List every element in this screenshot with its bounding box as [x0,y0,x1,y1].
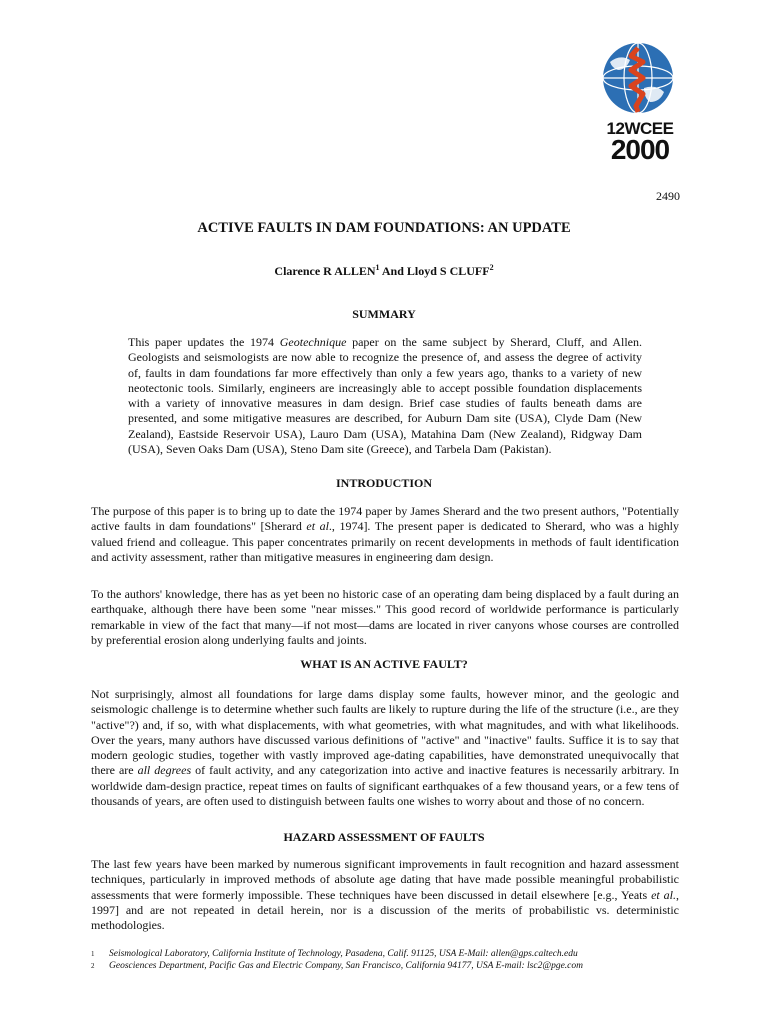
hazard-paragraph: The last few years have been marked by numerous significant improvements in fault recognition and hazard assessment techniques, particularly in improved methods of absolute age dating that have made possible meaningful probabilistic assessments that were formerly impossible. These techniques have been discussed in detail elsewhere [e.g., Yeats et al., 1997] and are not repeated in detail herein, nor is a discussion of the merits of probabilistic vs. deterministic methodologies. [91,857,679,933]
active-fault-paragraph: Not surprisingly, almost all foundations for large dams display some faults, however minor, and the geologic and seismologic challenge is to determine whether such faults are likely to rupture during the life of the structure (i.e., are they "active"?) and, if so, with what displacements, with what geometries, with what magnitudes, and with what likelihoods. Over the years, many authors have discussed various definitions of "active" and "inactive" faults. Suffice it is to say that modern geologic studies, together with vastly improved age-dating capabilities, have demonstrated unequivocally that there are all degrees of fault activity, and any categorization into active and inactive features is necessarily arbitrary. In worldwide dam-design practice, repeat times on faults of significant earthquakes of a few thousand years, or a few tens of thousands of years, are often used to distinguish between faults one wishes to worry about and those of no concern. [91,687,680,809]
footnote-1-text: Seismological Laboratory, California Institute of Technology, Pasadena, Calif. 91125, USA E-Mail: allen@gps.caltech.edu [109,949,578,959]
logo-text-2000: 2000 [610,134,670,165]
author-line [0,263,768,279]
introduction-paragraph-1: The purpose of this paper is to bring up to date the 1974 paper by James Sherard and the two present authors, "Potentially active faults in dam foundations" [Sherard et al., 1974]. The present paper is dedicated to Sherard, who was a highly valued friend and colleague. This paper concentrates primarily on recent developments in methods of fault identification and activity assessment, rather than mitigative measures in engineering dam design. [91,504,679,564]
active-fault-heading: WHAT IS AN ACTIVE FAULT? [300,657,468,671]
footnotes [91,948,681,972]
globe-icon [600,40,676,120]
author-2: And Lloyd S CLUFF [379,264,490,278]
page-number: 2490 [656,189,680,203]
conference-logo [600,40,676,165]
footnote-2-text: Geosciences Department, Pacific Gas and Electric Company, San Francisco, California 94177, USA E-mail: lsc2@pge.com [109,961,583,971]
summary-heading: SUMMARY [352,307,416,321]
paper-title: ACTIVE FAULTS IN DAM FOUNDATIONS: AN UPDATE [197,220,571,236]
summary-paragraph: This paper updates the 1974 Geotechnique paper on the same subject by Sherard, Cluff, and Allen. Geologists and seismologists are now able to recognize the presence of, and assess the degree of activity of, faults in dam foundations far more effectively than only a few years ago, thanks to a variety of new neotectonic tools. Similarly, engineers are increasingly able to accept possible foundation displacements with a variety of innovative measures in dam design. Brief case studies of faults beneath dams are presented, and some mitigative measures are described, for Auburn Dam site (USA), Clyde Dam (New Zealand), Eastside Reservoir USA), Lauro Dam (USA), Matahina Dam (New Zealand), Ridgway Dam (USA), Seven Oaks Dam (USA), Steno Dam site (Greece), and Tarbela Dam (Pakistan). [128,335,642,457]
introduction-paragraph-2: To the authors' knowledge, there has as yet been no historic case of an operating dam being displaced by a fault during an earthquake, although there have been some "near misses." This good record of worldwide performance is particularly remarkable in view of the fact that many—if not most—dams are located in river canyons whose courses are controlled by preferential erosion along underlying faults and joints. [91,587,679,647]
logo-text-12wcee: 12WCEE [606,119,674,138]
author-1-affiliation: 1 [375,263,380,272]
author-2-affiliation: 2 [489,263,494,272]
footnote-1: 1 Seismological Laboratory, California Institute of Technology, Pasadena, Calif. 91125, USA E-Mail: allen@gps.caltech.edu [91,949,578,959]
hazard-heading: HAZARD ASSESSMENT OF FAULTS [283,830,485,844]
footnote-2: 2 Geosciences Department, Pacific Gas and Electric Company, San Francisco, California 94177, USA E-mail: lsc2@pge.com [91,961,583,971]
author-1: Clarence R ALLEN [274,264,376,278]
introduction-heading: INTRODUCTION [335,476,432,490]
